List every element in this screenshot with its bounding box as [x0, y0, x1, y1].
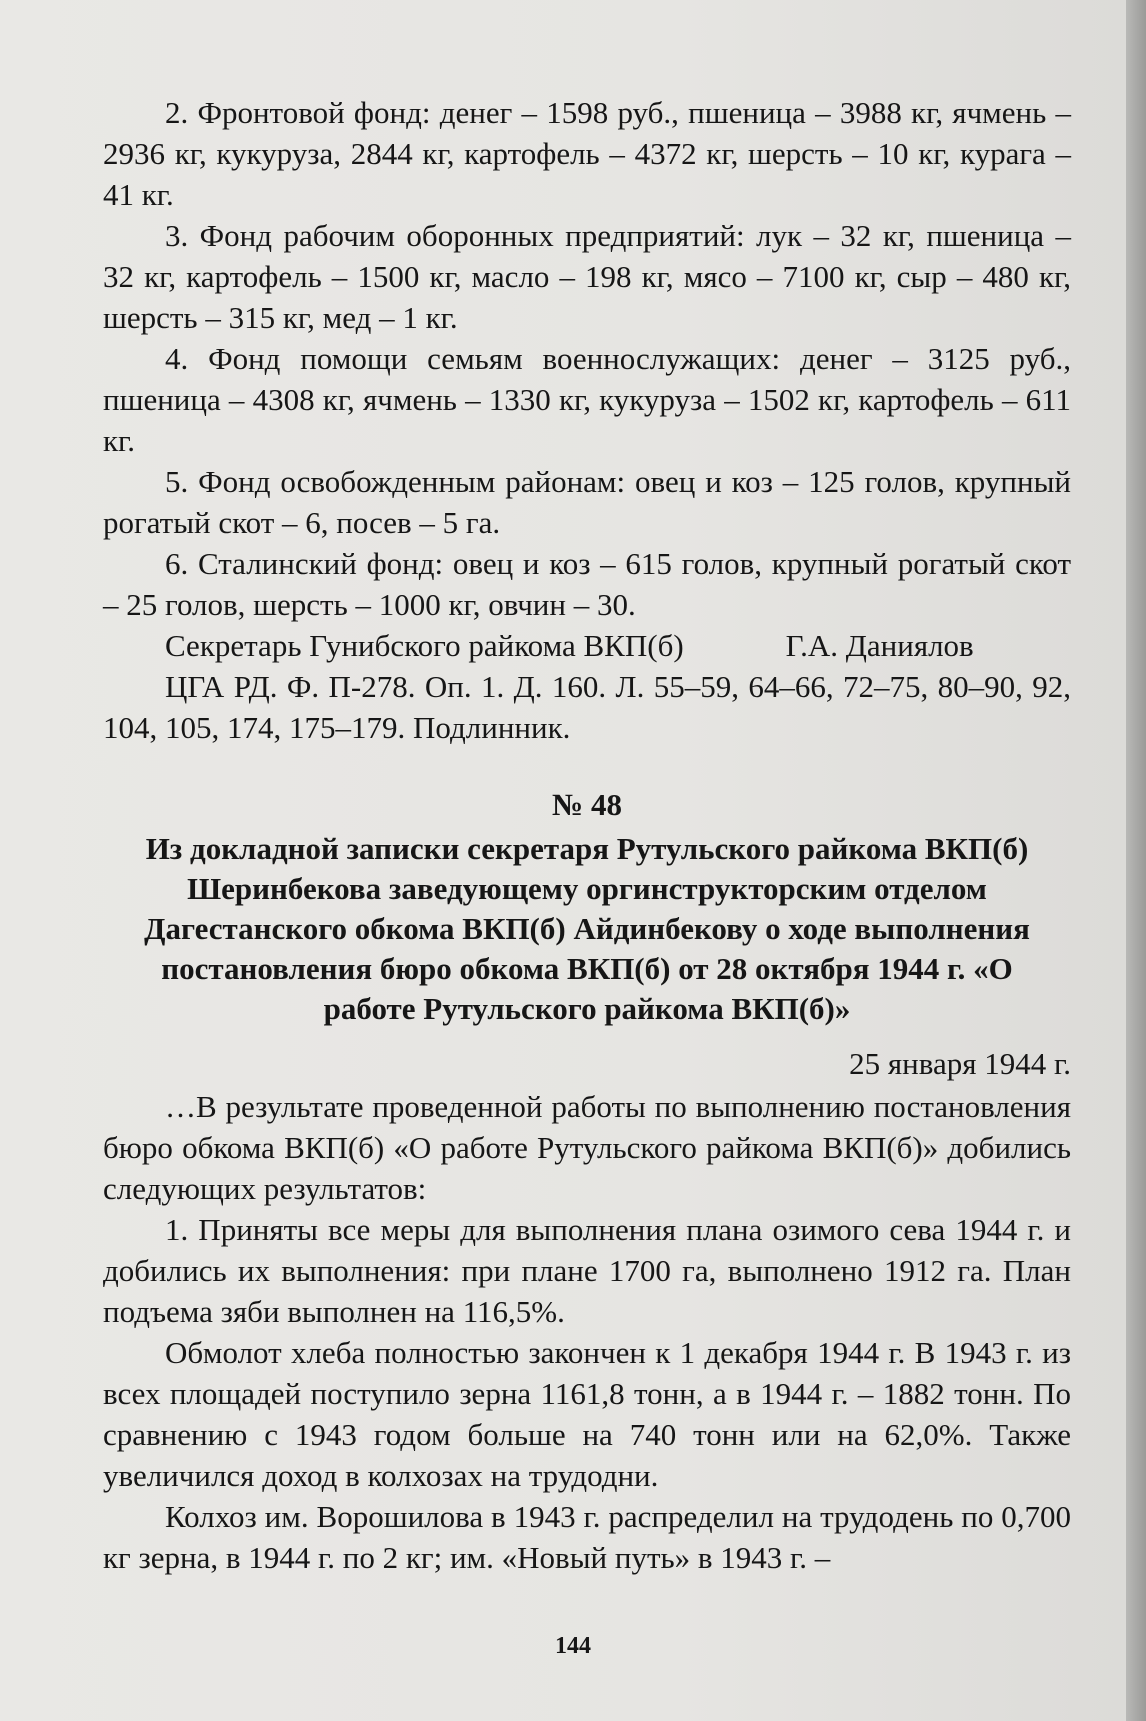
paragraph: 5. Фонд освобожденным районам: овец и коз – 125 голов, крупный рогатый скот – 6, посев – 5 га.: [103, 464, 1071, 540]
signature-line: [103, 625, 1071, 666]
paragraph: 4. Фонд помощи семьям военнослужащих: денег – 3125 руб., пшеница – 4308 кг, ячмень – 1330 кг, кукуруза – 1502 кг, картофель – 611 кг.: [103, 341, 1071, 458]
archive-reference: ЦГА РД. Ф. П-278. Оп. 1. Д. 160. Л. 55–59, 64–66, 72–75, 80–90, 92, 104, 105, 174, 175–179. Подлинник.: [103, 669, 1071, 745]
paragraph: Обмолот хлеба полностью закончен к 1 декабря 1944 г. В 1943 г. из всех площадей поступило зерна 1161,8 тонн, а в 1944 г. – 1882 тонн. По сравнению с 1943 годом больше на 740 тонн или на 62,0%. Также увеличился доход в колхозах на трудодни.: [103, 1335, 1071, 1493]
document-number: № 48: [552, 787, 622, 822]
page-text: [103, 92, 1071, 1578]
signature-title: Секретарь Гунибского райкома ВКП(б): [165, 628, 684, 663]
paragraph: 2. Фронтовой фонд: денег – 1598 руб., пшеница – 3988 кг, ячмень – 2936 кг, кукуруза, 2844 кг, картофель – 4372 кг, шерсть – 10 кг, курага – 41 кг.: [103, 95, 1071, 212]
paragraph: 3. Фонд рабочим оборонных предприятий: лук – 32 кг, пшеница – 32 кг, картофель – 1500 кг, масло – 198 кг, мясо – 7100 кг, сыр – 480 кг, шерсть – 315 кг, мед – 1 кг.: [103, 218, 1071, 335]
page-edge: [1126, 0, 1146, 1721]
paragraph: Колхоз им. Ворошилова в 1943 г. распределил на трудодень по 0,700 кг зерна, в 1944 г. по 2 кг; им. «Новый путь» в 1943 г. –: [103, 1499, 1071, 1575]
page-number: 144: [555, 1633, 591, 1659]
paragraph: 6. Сталинский фонд: овец и коз – 615 голов, крупный рогатый скот – 25 голов, шерсть – 1000 кг, овчин – 30.: [103, 546, 1071, 622]
paragraph: 1. Приняты все меры для выполнения плана озимого сева 1944 г. и добились их выполнения: при плане 1700 га, выполнено 1912 га. План подъема зяби выполнен на 116,5%.: [103, 1212, 1071, 1329]
document-date: 25 января 1944 г.: [849, 1046, 1071, 1081]
document-heading: Из докладной записки секретаря Рутульского райкома ВКП(б) Шеринбекова заведующему оргинструкторским отделом Дагестанского обкома ВКП(б) Айдинбекову о ходе выполнения постановления бюро обкома ВКП(б) от 28 октября 1944 г. «О работе Рутульского райкома ВКП(б)»: [144, 831, 1030, 1026]
signature-name: Г.А. Даниялов: [785, 628, 974, 663]
paragraph: …В результате проведенной работы по выполнению постановления бюро обкома ВКП(б) «О работе Рутульского райкома ВКП(б)» добились следующих результатов:: [103, 1089, 1071, 1206]
